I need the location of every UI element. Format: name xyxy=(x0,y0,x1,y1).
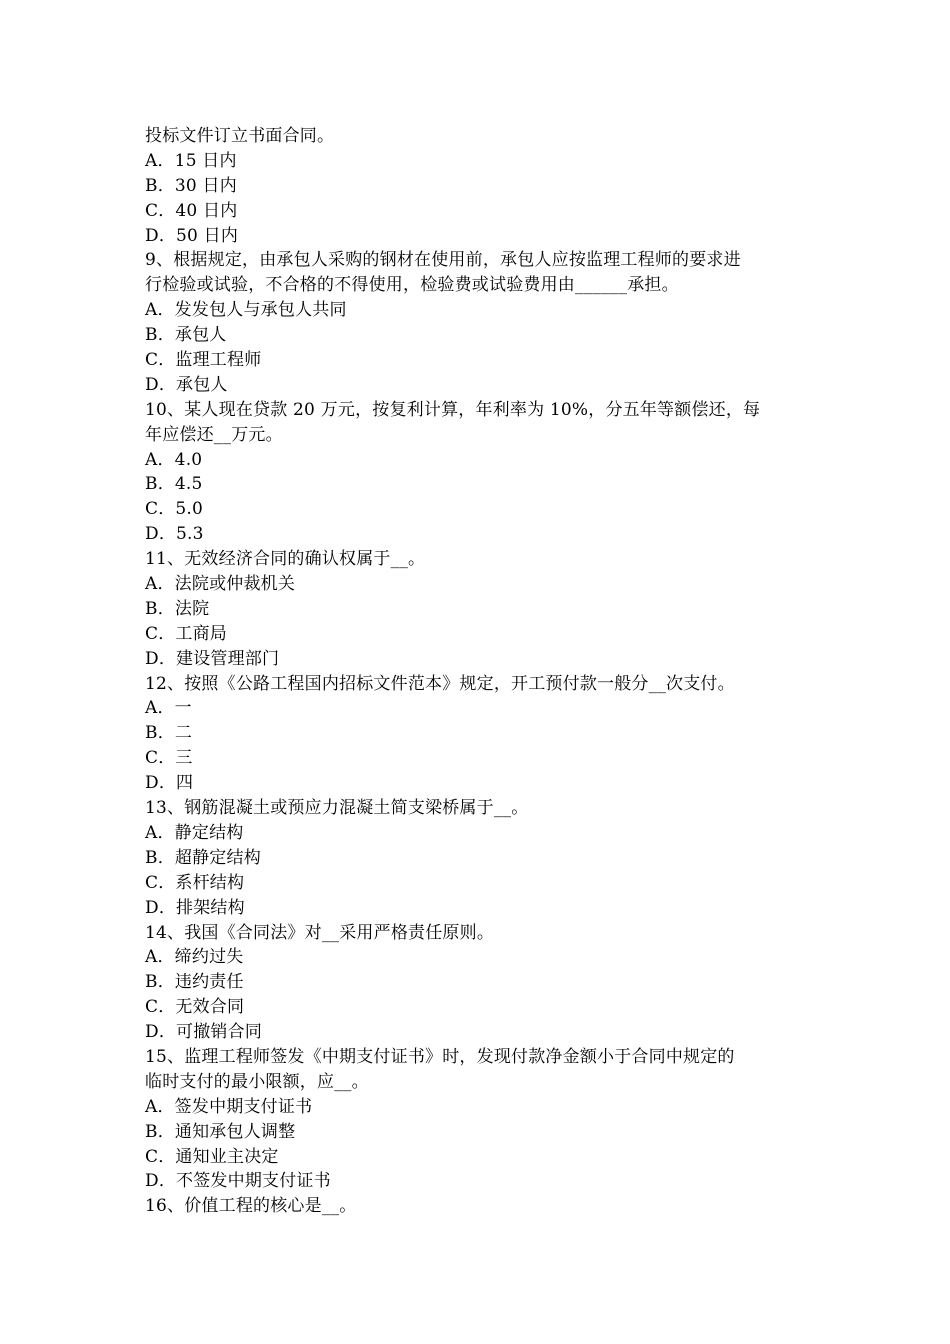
question-text-line: 投标文件订立书面合同。 xyxy=(145,126,335,146)
answer-option: B．二 xyxy=(145,723,193,744)
answer-option: C．系杆结构 xyxy=(145,872,245,893)
question-text-line: 11、无效经济合同的确认权属于__。 xyxy=(145,549,426,570)
answer-option: B．超静定结构 xyxy=(145,847,261,868)
question-text-line: 13、钢筋混凝土或预应力混凝土简支梁桥属于__。 xyxy=(145,798,529,819)
answer-option: D．50 日内 xyxy=(145,225,239,246)
question-text-line: 16、价值工程的核心是__。 xyxy=(145,1196,357,1217)
answer-option: B．违约责任 xyxy=(145,972,244,993)
answer-option: C．5.0 xyxy=(145,499,204,520)
answer-option: C．无效合同 xyxy=(145,997,245,1018)
answer-option: B．通知承包人调整 xyxy=(145,1121,296,1142)
answer-option: C．工商局 xyxy=(145,623,228,644)
answer-option: D．四 xyxy=(145,773,194,794)
answer-option: C．40 日内 xyxy=(145,200,238,221)
answer-option: A．静定结构 xyxy=(145,822,244,843)
answer-option: D．不签发中期支付证书 xyxy=(145,1171,331,1192)
answer-option: D．建设管理部门 xyxy=(145,648,280,669)
document-body xyxy=(145,124,809,1219)
question-text-line: 10、某人现在贷款 20 万元，按复利计算，年利率为 10%，分五年等额偿还，每 xyxy=(145,399,761,420)
answer-option: B．4.5 xyxy=(145,474,203,495)
answer-option: C．通知业主决定 xyxy=(145,1146,279,1167)
answer-option: D．承包人 xyxy=(145,374,228,395)
question-text-line: 15、监理工程师签发《中期支付证书》时，发现付款净金额小于合同中规定的 xyxy=(145,1046,735,1067)
question-text-line: 行检验或试验，不合格的不得使用，检验费或试验费用由______承担。 xyxy=(145,275,679,296)
answer-option: A．4.0 xyxy=(145,449,203,470)
answer-option: A．一 xyxy=(145,698,192,719)
answer-option: C．监理工程师 xyxy=(145,350,262,371)
answer-option: B．30 日内 xyxy=(145,175,237,196)
answer-option: A．签发中期支付证书 xyxy=(145,1096,313,1117)
answer-option: D．可撤销合同 xyxy=(145,1022,263,1043)
answer-option: C．三 xyxy=(145,748,193,769)
question-text-line: 14、我国《合同法》对__采用严格责任原则。 xyxy=(145,922,495,943)
question-text-line: 临时支付的最小限额，应__。 xyxy=(145,1071,369,1092)
question-text-line: 12、按照《公路工程国内招标文件范本》规定，开工预付款一般分__次支付。 xyxy=(145,673,735,694)
question-text-line: 9、根据规定，由承包人采购的钢材在使用前，承包人应按监理工程师的要求进 xyxy=(145,250,741,271)
answer-option: D．5.3 xyxy=(145,524,204,545)
answer-option: A．15 日内 xyxy=(145,150,237,171)
answer-option: B．法院 xyxy=(145,598,210,619)
answer-option: B．承包人 xyxy=(145,325,227,346)
answer-option: A．法院或仲裁机关 xyxy=(145,574,296,595)
answer-option: D．排架结构 xyxy=(145,897,245,918)
answer-option: A．缔约过失 xyxy=(145,947,244,968)
answer-option: A．发发包人与承包人共同 xyxy=(145,300,347,321)
question-text-line: 年应偿还__万元。 xyxy=(145,424,283,445)
